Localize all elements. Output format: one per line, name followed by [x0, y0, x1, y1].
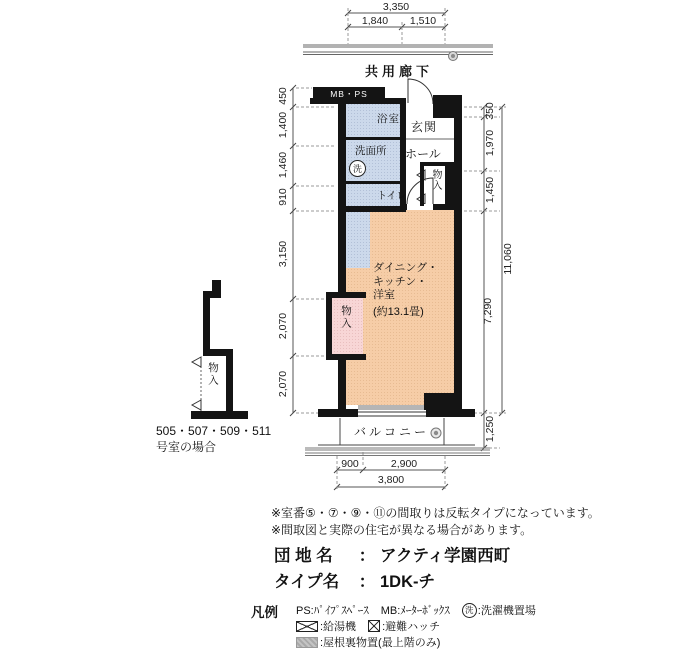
dim-right-5: 1,250 — [484, 415, 496, 443]
dim-right-total: 11,060 — [502, 243, 514, 275]
wall-closet-right-side — [420, 162, 424, 206]
dim-left-3: 1,460 — [277, 151, 289, 179]
type-row — [274, 568, 435, 592]
note-2: ※間取図と実際の住宅が異なる場合があります。 — [271, 523, 533, 537]
dim-left-5: 3,150 — [277, 240, 289, 268]
dk-line-3: 洋室 — [373, 289, 395, 301]
dim-left-7: 2,070 — [277, 370, 289, 398]
balcony-window — [358, 410, 426, 418]
dim-right-4: 7,290 — [482, 297, 494, 325]
dim-left-4: 910 — [277, 188, 289, 206]
type-label: タイプ名 — [274, 573, 340, 591]
label-dk — [373, 262, 455, 319]
dim-top-right: 1,510 — [409, 15, 437, 27]
wall-bath-wash — [346, 137, 400, 140]
legend-row-2 — [296, 618, 440, 634]
laundry-mark: 洗 — [349, 160, 366, 177]
wall-bottom-left — [318, 409, 358, 417]
legend-hatch: :避難ハッチ — [382, 621, 441, 633]
legend-row-3 — [296, 634, 440, 650]
label-closet-right: 物入 — [430, 169, 441, 191]
legend-water-heater: :給湯機 — [320, 621, 357, 633]
wall-wash-toilet — [346, 181, 400, 184]
balcony-hatch-icon — [431, 428, 441, 438]
wall-bottom-right — [426, 409, 475, 417]
wall-closet-left-side — [326, 292, 332, 360]
legend-attic: :屋根裏物置(最上階のみ) — [320, 637, 441, 649]
attic-storage-mark — [358, 405, 426, 410]
wall-left-lower — [338, 358, 346, 413]
sub-wall-right — [226, 349, 233, 418]
site-boundary-lines — [305, 448, 490, 456]
dim-top-total: 3,350 — [382, 1, 410, 13]
label-bath: 浴室 — [377, 113, 400, 125]
estate-name: アクティ学園西町 — [380, 547, 511, 565]
dim-bottom-1: 900 — [341, 458, 359, 470]
attic-storage-icon — [296, 637, 318, 648]
escape-hatch-icon — [368, 620, 380, 632]
dim-right-3: 1,450 — [484, 176, 496, 204]
sub-wall-bottom — [191, 411, 248, 419]
subdiagram-door-marks — [192, 357, 201, 411]
dim-left-6: 2,070 — [277, 312, 289, 340]
wall-left-upper — [338, 98, 346, 208]
wall-toilet-dk — [338, 206, 406, 212]
type-separator: ： — [358, 573, 376, 591]
mb-ps-box — [313, 87, 385, 100]
legend-title: 凡例 — [251, 605, 278, 620]
sub-caption-suffix: 号室の場合 — [156, 440, 217, 454]
corridor-lines — [303, 45, 493, 55]
wall-closet-left-bottom — [326, 354, 366, 360]
note-1: ※室番⑤・⑦・⑨・⑪の間取りは反転タイプになっています。 — [271, 506, 600, 520]
left-extension-lines — [296, 88, 336, 413]
label-entry: 玄関 — [411, 120, 438, 134]
wall-entry-column — [433, 95, 462, 118]
sub-caption-rooms: 505・507・509・511 — [156, 424, 272, 438]
corridor-hatch-icon — [449, 52, 458, 61]
wall-corner-column — [424, 393, 456, 410]
water-heater-icon — [296, 621, 318, 632]
label-corridor: 共用廊下 — [365, 64, 434, 79]
dk-line-1: ダイニング・ — [373, 262, 439, 274]
label-washroom: 洗面所 — [355, 145, 387, 157]
estate-row — [274, 542, 510, 566]
dim-left-2: 1,400 — [277, 111, 289, 139]
dim-bottom-2: 2,900 — [390, 458, 418, 470]
label-toilet: トイレ — [377, 191, 407, 202]
entrance-door-arc — [408, 79, 433, 104]
wall-closet-right-back — [445, 162, 454, 206]
wall-closet-left-top — [326, 292, 366, 298]
sub-wall-left — [203, 291, 210, 356]
dk-line-2: キッチン・ — [373, 275, 428, 288]
sub-label-closet: 物入 — [207, 362, 219, 387]
dim-right-1: 350 — [484, 102, 496, 120]
label-closet-left: 物入 — [340, 305, 352, 330]
estate-separator: ： — [358, 547, 376, 565]
dk-line-4: (約13.1畳) — [373, 305, 424, 318]
legend-row-1 — [296, 602, 536, 618]
label-balcony: バルコニー — [354, 425, 430, 439]
wall-right — [454, 116, 462, 413]
legend-ps: PS:ﾊﾟｲﾌﾟｽﾍﾟｰｽ — [296, 605, 369, 617]
dim-left-1: 450 — [277, 87, 289, 105]
type-name: 1DK-チ — [380, 573, 436, 591]
kitchen-counter-area — [344, 208, 370, 268]
dim-bottom-total: 3,800 — [377, 474, 405, 486]
estate-label: 団 地 名 — [274, 547, 333, 565]
wall-left-mid — [338, 210, 346, 294]
dim-right-2: 1,970 — [484, 129, 496, 157]
legend-laundry-text: :洗濯機置場 — [477, 605, 536, 617]
dim-top-left: 1,840 — [361, 15, 389, 27]
label-hall: ホール — [405, 147, 441, 161]
legend-laundry-icon: 洗 — [462, 603, 477, 618]
legend-mb: MB:ﾒｰﾀｰﾎﾞｯｸｽ — [380, 605, 450, 617]
mb-ps-label: MB・PS — [330, 88, 368, 99]
